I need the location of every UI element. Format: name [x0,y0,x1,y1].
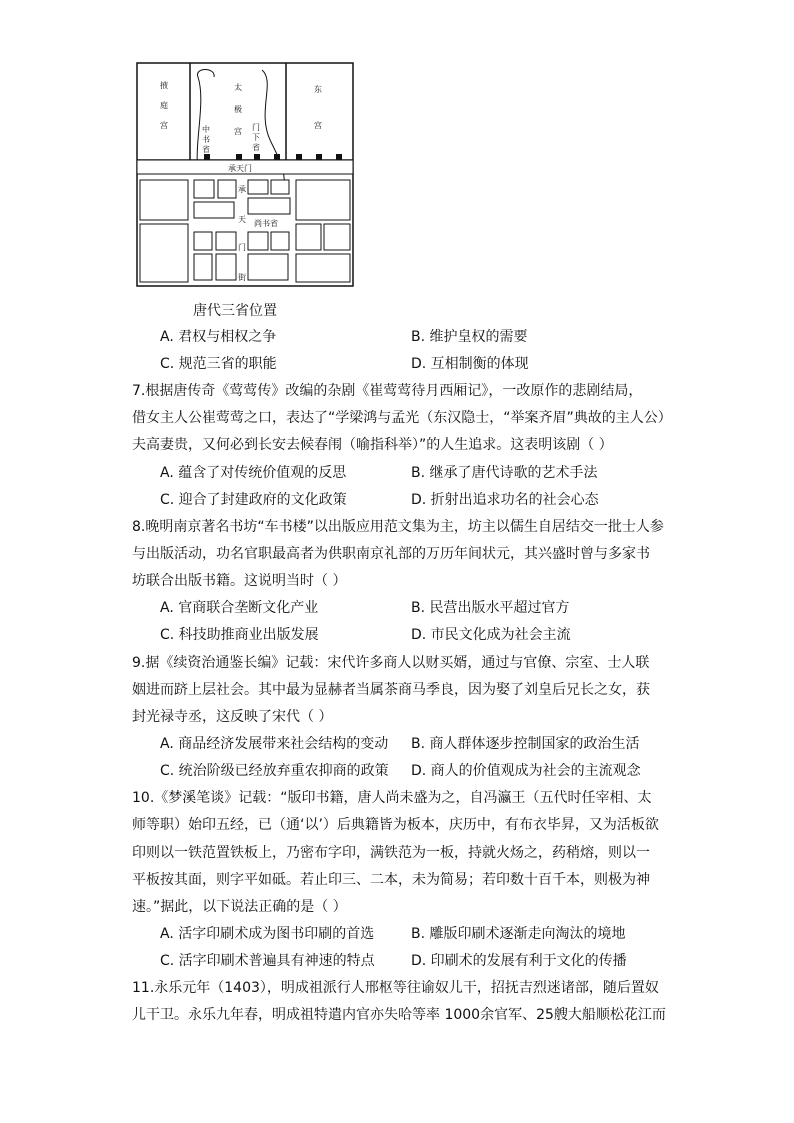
map-menxia-3: 省 [252,143,260,152]
q6-option-b: B. 维护皇权的需要 [411,329,528,345]
map-street-2: 天 [238,215,246,224]
q10-option-b: B. 雕版印刷术逐渐走向淘汰的境地 [411,926,626,942]
map-street-3: 门 [238,243,246,252]
map-menxia-1: 门 [252,123,260,132]
q8-stem-line-2: 与出版活动，功名官职最高者为供职南京礼部的万历年间状元，其兴盛时曾与多家书 [132,546,650,562]
q10-stem-line-1: 10.《梦溪笔谈》记载：“版印书籍，唐人尚未盛为之，自冯瀛王（五代时任宰相、太 [132,790,652,806]
map-taiji-2: 极 [234,105,242,114]
q11-stem-line-2: 儿干卫。永乐九年春，明成祖特遣内官亦失哈等率 1000余官军、25艘大船顺松花江而 [132,1007,666,1023]
q6-option-a: A. 君权与相权之争 [160,329,277,345]
q9-option-a: A. 商品经济发展带来社会结构的变动 [160,736,389,752]
q10-option-c: C. 活字印刷术普遍具有神速的特点 [160,953,375,969]
q6-option-d: D. 互相制衡的体现 [411,356,529,372]
map-street-1: 承 [238,185,246,194]
map-yeting-3: 宫 [160,121,168,130]
q7-option-c: C. 迎合了封建政府的文化政策 [160,492,347,508]
q9-stem-line-3: 封光禄寺丞，这反映了宋代（ ） [132,709,333,725]
q8-option-a: A. 官商联合垄断文化产业 [160,600,319,616]
map-yeting-2: 庭 [160,101,168,110]
q11-stem-line-1: 11.永乐元年（1403），明成祖派行人邢枢等往谕奴儿干，招抚吉烈迷诸部，随后置奴 [132,980,659,996]
map-taiji-3: 宫 [234,127,242,136]
map-dong-1: 东 [314,85,322,94]
q10-stem-line-3: 印则以一铁范置铁板上，乃密布字印，满铁范为一板，持就火炀之，药稍熔，则以一 [132,845,650,861]
q8-option-d: D. 市民文化成为社会主流 [411,627,571,643]
q7-option-b: B. 继承了唐代诗歌的艺术手法 [411,465,598,481]
q7-stem-line-3: 夫高妻贵，又何必到长安去候春闱（喻指科举）”的人生追求。这表明该剧（ ） [132,437,613,453]
q9-stem-line-2: 姻进而跻上层社会。其中最为显赫者当属茶商马季良，因为娶了刘皇后兄长之女，获 [132,682,650,698]
q9-option-d: D. 商人的价值观成为社会的主流观念 [411,763,641,779]
q10-option-a: A. 活字印刷术成为图书印刷的首选 [160,926,375,942]
q9-option-c: C. 统治阶级已经放弃重农抑商的政策 [160,763,389,779]
tang-three-departments-map [136,62,354,287]
map-yeting-1: 掖 [160,81,168,90]
q10-stem-line-5: 速。”据此，以下说法正确的是（ ） [132,899,347,915]
q10-stem-line-2: 师等职）始印五经，已（通‘以’）后典籍皆为板本，庆历中，有布衣毕昇，又为活板欲 [132,817,659,833]
q7-stem-line-2: 借女主人公崔莺莺之口，表达了“学梁鸿与孟光（东汉隐士，“举案齐眉”典故的主人公） [132,410,672,426]
q8-option-c: C. 科技助推商业出版发展 [160,627,319,643]
q6-option-c: C. 规范三省的职能 [160,356,277,372]
map-dong-2: 宫 [314,121,322,130]
q7-option-a: A. 蕴含了对传统价值观的反思 [160,465,347,481]
map-zhongshu-2: 书 [202,135,210,144]
q8-option-b: B. 民营出版水平超过官方 [411,600,570,616]
map-taiji-1: 太 [234,83,242,92]
q9-stem-line-1: 9.据《续资治通鉴长编》记载：宋代许多商人以财买婿，通过与官僚、宗室、士人联 [132,655,650,671]
q7-option-d: D. 折射出追求功名的社会心态 [411,492,599,508]
map-menxia-2: 下 [252,133,260,142]
q7-stem-line-1: 7.根据唐传奇《莺莺传》改编的杂剧《崔莺莺待月西厢记》，一改原作的悲剧结局， [132,383,643,399]
q9-option-b: B. 商人群体逐步控制国家的政治生活 [411,736,640,752]
map-street-4: 街 [238,273,246,282]
map-shangshu: 尚书省 [254,219,278,228]
map-zhongshu-3: 省 [202,145,210,154]
q8-stem-line-1: 8.晚明南京著名书坊“车书楼”以出版应用范文集为主，坊主以儒生自居结交一批士人参 [132,519,664,535]
q10-option-d: D. 印刷术的发展有利于文化的传播 [411,953,627,969]
map-chengtianmen: 承天门 [228,164,252,173]
map-caption: 唐代三省位置 [193,303,277,319]
q10-stem-line-4: 平板按其面，则字平如砥。若止印三、二本，未为简易；若印数十百千本，则极为神 [132,872,650,888]
q8-stem-line-3: 坊联合出版书籍。这说明当时（ ） [132,573,347,589]
map-zhongshu-1: 中 [202,125,210,134]
